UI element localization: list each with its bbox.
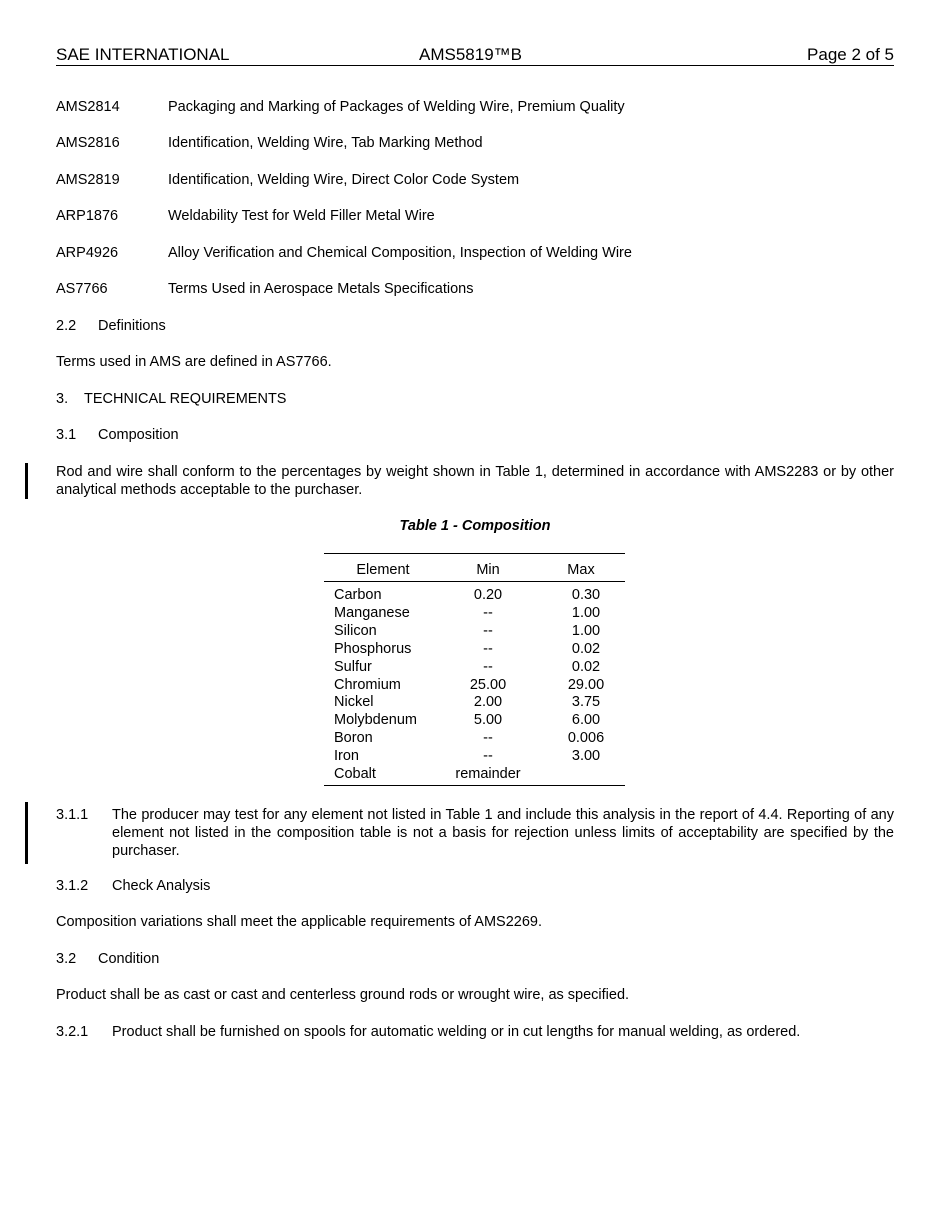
table-title: Table 1 - Composition	[399, 518, 551, 534]
table-cell-element: Silicon	[334, 622, 377, 639]
table-cell-min: --	[483, 730, 493, 747]
table-cell-min: 25.00	[469, 676, 507, 693]
section-heading: TECHNICAL REQUIREMENTS	[84, 391, 287, 407]
table-header-rule	[324, 581, 625, 582]
reference-title: Packaging and Marking of Packages of Welding Wire, Premium Quality	[168, 99, 625, 115]
table-cell-element: Nickel	[334, 694, 374, 711]
reference-code: ARP1876	[56, 208, 119, 224]
section-number: 2.2	[56, 318, 77, 334]
table-cell-max: 1.00	[571, 622, 601, 639]
section-number: 3.2.1	[56, 1024, 89, 1040]
section-number: 3.2	[56, 951, 77, 967]
table-cell-max: 3.00	[571, 748, 601, 765]
reference-title: Identification, Welding Wire, Tab Marking Method	[168, 135, 483, 151]
table-header-max: Max	[567, 562, 595, 578]
reference-title: Identification, Welding Wire, Direct Color Code System	[168, 172, 520, 188]
table-bottom-rule	[324, 785, 625, 786]
table-cell-element: Manganese	[334, 604, 410, 621]
reference-title: Weldability Test for Weld Filler Metal Wire	[168, 208, 435, 224]
paragraph: Composition variations shall meet the applicable requirements of AMS2269.	[56, 914, 543, 930]
paragraph: Product shall be as cast or cast and centerless ground rods or wrought wire, as specified.	[56, 987, 630, 1003]
table-cell-element: Molybdenum	[334, 712, 418, 729]
section-number: 3.1	[56, 427, 77, 443]
section-heading: Definitions	[98, 318, 166, 334]
table-cell-element: Cobalt	[334, 766, 376, 782]
paragraph: The producer may test for any element not listed in Table 1 and include this analysis in the report of 4.4. Reporting of any element not listed in the composition table is not a basis for rejection unless limits of acceptability are specified by the purchaser.	[112, 807, 894, 859]
table-cell-element: Phosphorus	[334, 640, 412, 657]
table-cell-min: 5.00	[473, 712, 503, 729]
change-bar	[25, 802, 28, 864]
table-cell-element: Boron	[334, 730, 373, 747]
reference-code: ARP4926	[56, 245, 119, 261]
header-org: SAE INTERNATIONAL	[56, 45, 230, 64]
change-bar	[25, 463, 28, 499]
table-cell-min: 0.20	[473, 587, 503, 603]
table-cell-max: 0.02	[571, 640, 601, 657]
section-heading: Condition	[98, 951, 160, 967]
table-cell-min: 2.00	[473, 694, 503, 711]
table-header-element: Element	[356, 562, 410, 578]
reference-code: AS7766	[56, 281, 108, 297]
reference-code: AMS2819	[56, 172, 120, 188]
paragraph: Rod and wire shall conform to the percentages by weight shown in Table 1, determined in accordance with AMS2283 or by other analytical methods acceptable to the purchaser.	[56, 464, 894, 498]
reference-title: Terms Used in Aerospace Metals Specifications	[168, 281, 474, 297]
reference-code: AMS2816	[56, 135, 120, 151]
reference-code: AMS2814	[56, 99, 120, 115]
table-cell-min: --	[483, 748, 493, 765]
table-cell-element: Sulfur	[334, 658, 372, 675]
table-cell-min: --	[483, 604, 493, 621]
table-cell-max: 29.00	[567, 676, 605, 693]
table-cell-element: Carbon	[334, 587, 382, 603]
section-heading: Check Analysis	[112, 878, 211, 894]
paragraph: Terms used in AMS are defined in AS7766.	[56, 354, 332, 370]
table-cell-max: 0.006	[567, 730, 605, 747]
table-cell-max: 0.02	[571, 658, 601, 675]
table-cell-max: 0.30	[571, 587, 601, 603]
paragraph: Product shall be furnished on spools for automatic welding or in cut lengths for manual welding, as ordered.	[112, 1024, 801, 1040]
table-top-rule	[324, 553, 625, 554]
table-cell-element: Chromium	[334, 676, 401, 693]
reference-title: Alloy Verification and Chemical Composition, Inspection of Welding Wire	[168, 245, 632, 261]
header-doc-id: AMS5819™B	[419, 45, 522, 64]
section-number: 3.	[56, 391, 69, 407]
table-cell-max: 1.00	[571, 604, 601, 621]
table-cell-min: --	[483, 640, 493, 657]
table-cell-max: 3.75	[571, 694, 601, 711]
table-cell-min: remainder	[455, 766, 521, 782]
table-header-min: Min	[476, 562, 500, 578]
table-cell-min: --	[483, 658, 493, 675]
section-number: 3.1.1	[56, 807, 89, 823]
header-page-number: Page 2 of 5	[807, 45, 894, 64]
section-heading: Composition	[98, 427, 179, 443]
table-cell-min: --	[483, 622, 493, 639]
section-number: 3.1.2	[56, 878, 89, 894]
table-cell-element: Iron	[334, 748, 359, 765]
table-cell-max: 6.00	[571, 712, 601, 729]
page-header	[56, 44, 894, 66]
